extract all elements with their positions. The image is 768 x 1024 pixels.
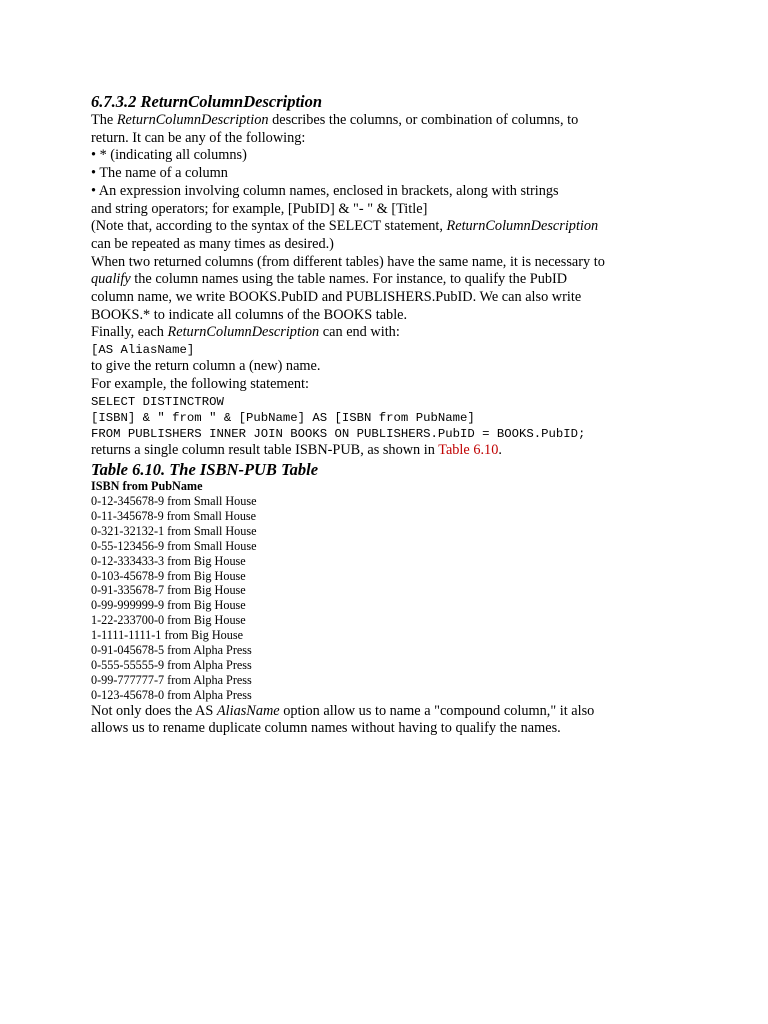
intro-term: ReturnColumnDescription xyxy=(116,112,269,128)
bullet-item: • * (indicating all columns) xyxy=(91,147,247,164)
qualify-line-4: BOOKS.* to indicate all columns of the BOOKS table. xyxy=(91,306,408,323)
table-row: 1-22-233700-0 from Big House xyxy=(91,613,246,628)
table-row: 0-321-32132-1 from Small House xyxy=(91,523,257,538)
intro-paragraph xyxy=(91,112,728,147)
bullet-item: • An expression involving column names, enclosed in brackets, along with strings xyxy=(91,182,559,199)
closing-line-2: allows us to rename duplicate column names without having to qualify the names. xyxy=(91,720,561,737)
table-caption: Table 6.10. The ISBN-PUB Table xyxy=(91,460,319,480)
finally-pre: Finally, each xyxy=(91,324,168,341)
qualify-paragraph xyxy=(91,254,728,325)
note-line-1 xyxy=(91,218,728,236)
table-row: 0-103-45678-9 from Big House xyxy=(91,568,246,583)
bullet-item: • The name of a column xyxy=(91,165,228,182)
code-block xyxy=(91,394,728,443)
bullet-list xyxy=(91,147,728,218)
finally-term: ReturnColumnDescription xyxy=(167,324,320,341)
closing-paragraph xyxy=(91,703,728,738)
table-row: 0-555-55555-9 from Alpha Press xyxy=(91,657,252,672)
table-row: 0-55-123456-9 from Small House xyxy=(91,538,257,553)
finally-post: can end with: xyxy=(319,324,400,341)
table-link[interactable]: Table 6.10 xyxy=(438,442,499,459)
table-row: 0-91-045678-5 from Alpha Press xyxy=(91,643,252,658)
closing-term: AliasName xyxy=(216,702,280,719)
table-row: 1-1111-1111-1 from Big House xyxy=(91,628,243,643)
note-pre: (Note that, according to the syntax of the SELECT statement, xyxy=(91,218,447,235)
table-row: 0-123-45678-0 from Alpha Press xyxy=(91,687,252,702)
example-text: For example, the following statement: xyxy=(91,376,309,393)
note-paragraph xyxy=(91,218,728,253)
intro-line-1 xyxy=(91,112,728,130)
table-row: 0-99-999999-9 from Big House xyxy=(91,598,246,613)
alias-code: [AS AliasName] xyxy=(91,343,195,358)
code-line: FROM PUBLISHERS INNER JOIN BOOKS ON PUBLISHERS.PubID = BOOKS.PubID; xyxy=(91,427,586,442)
code-line: SELECT DISTINCTROW xyxy=(91,394,224,409)
code-line: [ISBN] & " from " & [PubName] AS [ISBN from PubName] xyxy=(91,410,475,425)
alias-text: to give the return column a (new) name. xyxy=(91,358,321,375)
note-term: ReturnColumnDescription xyxy=(446,218,599,235)
table-header: ISBN from PubName xyxy=(91,479,203,494)
qualify-line-3: column name, we write BOOKS.PubID and PUBLISHERS.PubID. We can also write xyxy=(91,289,582,306)
finally-line xyxy=(91,324,728,342)
table-row: 0-12-333433-3 from Big House xyxy=(91,553,246,568)
closing-line-1 xyxy=(91,703,728,721)
closing-post: option allow us to name a "compound column," it also xyxy=(279,702,595,719)
returns-pre: returns a single column result table ISBN-PUB, as shown in xyxy=(91,442,439,459)
finally-paragraph xyxy=(91,324,728,342)
isbn-pub-table xyxy=(91,479,728,703)
qualify-term: qualify xyxy=(91,271,131,288)
bullet-continuation: and string operators; for example, [PubID] & "- " & [Title] xyxy=(91,200,428,217)
returns-post: . xyxy=(498,442,502,459)
section-heading: 6.7.3.2 ReturnColumnDescription xyxy=(91,92,323,111)
table-row: 0-91-335678-7 from Big House xyxy=(91,583,246,598)
qualify-line-2-rest: the column names using the table names. For instance, to qualify the PubID xyxy=(130,271,568,288)
intro-the: The xyxy=(91,112,117,128)
table-row: 0-12-345678-9 from Small House xyxy=(91,493,257,508)
intro-rest: describes the columns, or combination of columns, to xyxy=(268,112,579,128)
table-row: 0-11-345678-9 from Small House xyxy=(91,508,257,523)
note-line-2: can be repeated as many times as desired.) xyxy=(91,235,334,252)
returns-line xyxy=(91,442,728,460)
table-row: 0-99-777777-7 from Alpha Press xyxy=(91,672,252,687)
qualify-line-2 xyxy=(91,271,728,289)
qualify-line-1: When two returned columns (from different tables) have the same name, it is necessary to xyxy=(91,253,605,270)
intro-line-2: return. It can be any of the following: xyxy=(91,129,306,146)
closing-pre: Not only does the AS xyxy=(91,702,217,719)
